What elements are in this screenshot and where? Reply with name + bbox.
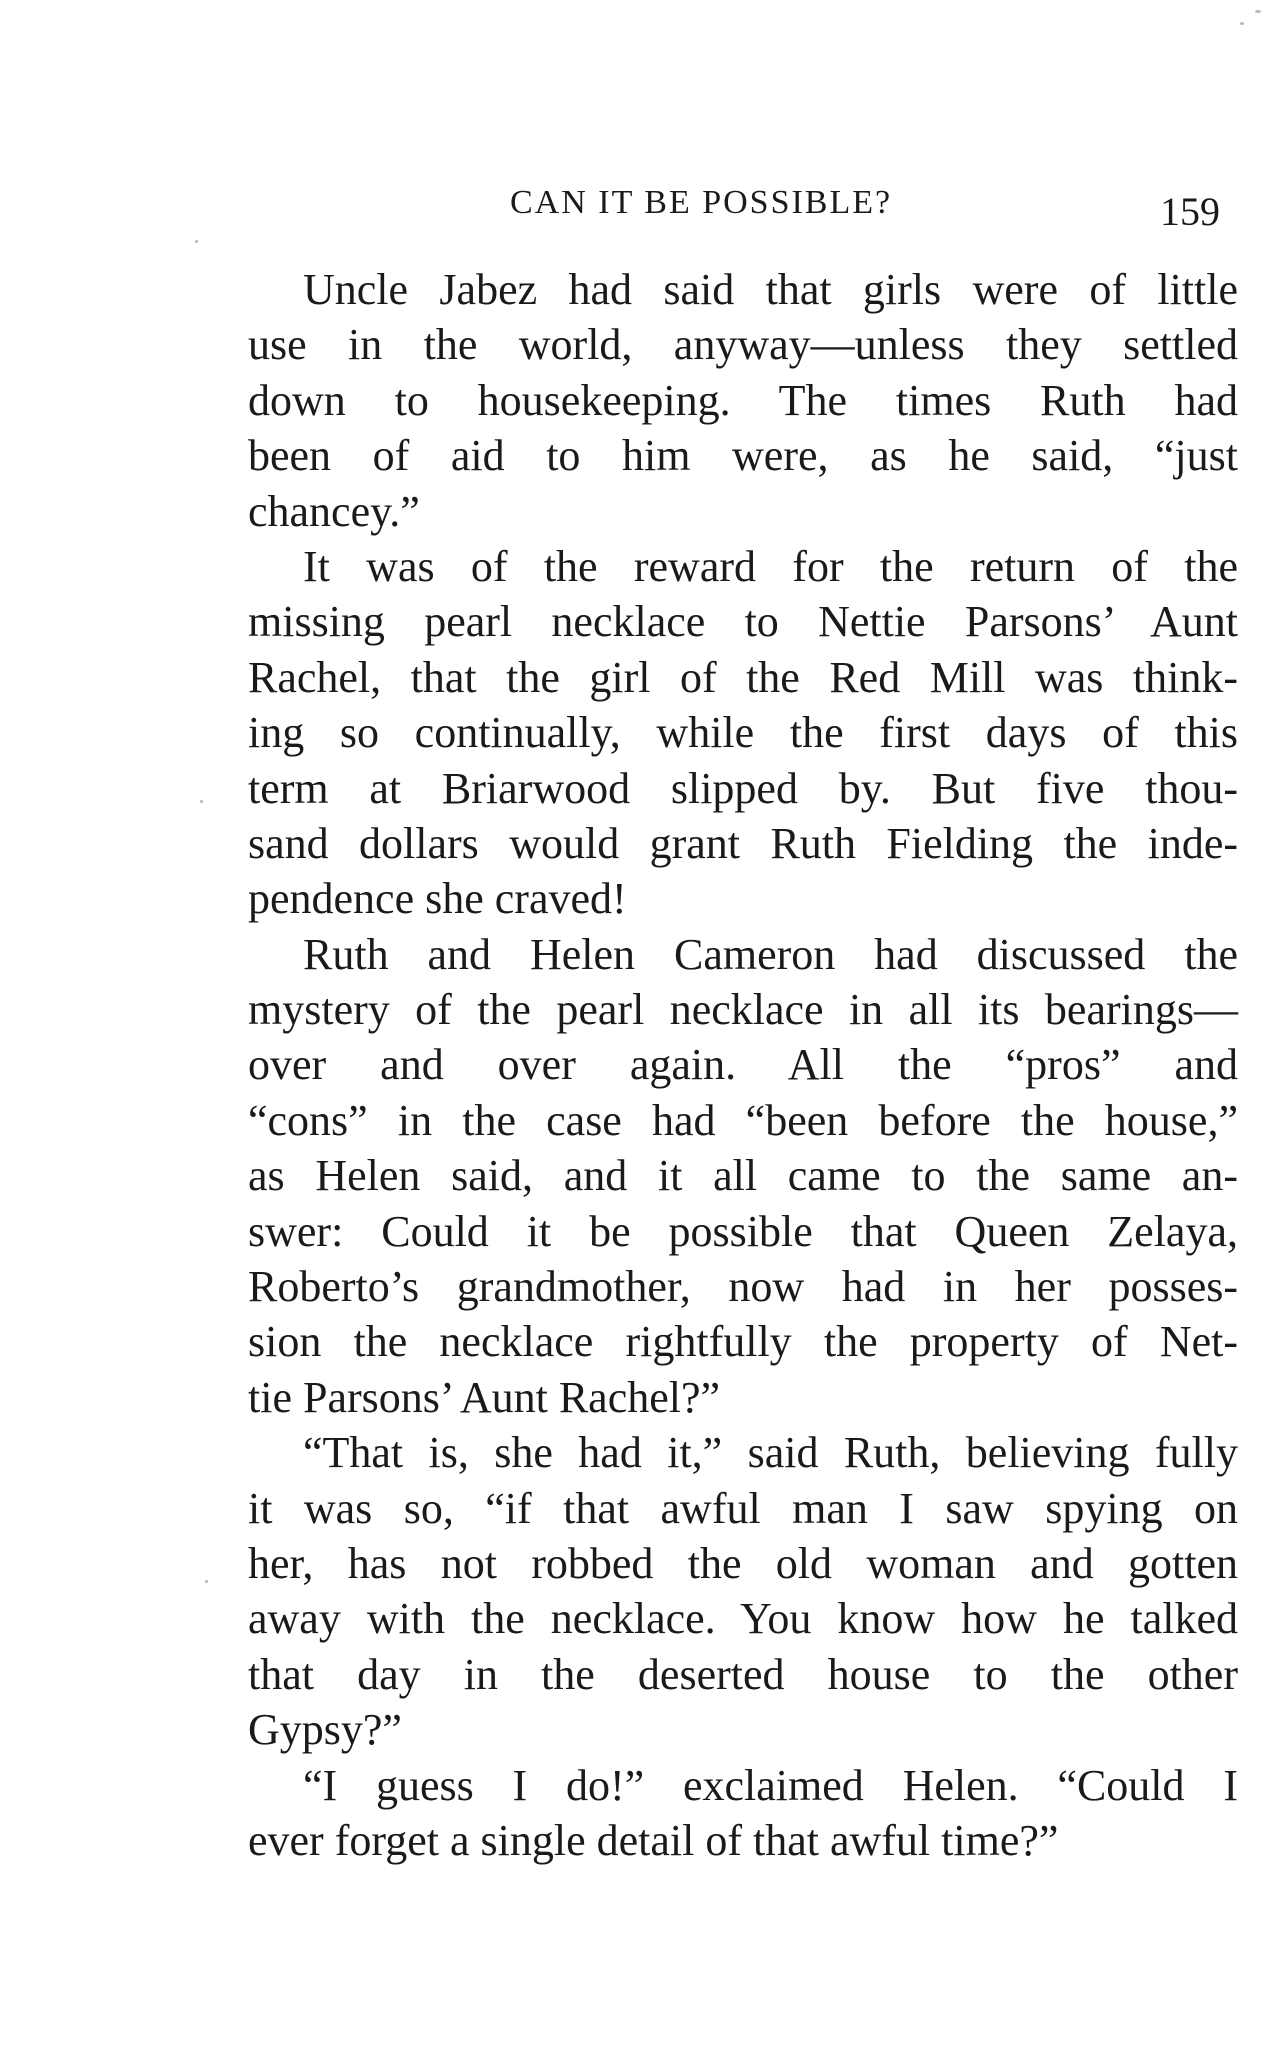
- text-line: her, has not robbed the old woman and gotten: [248, 1538, 1238, 1588]
- text-line: ing so continually, while the first days of this: [248, 708, 1238, 758]
- text-line: swer: Could it be possible that Queen Zelaya,: [248, 1206, 1238, 1256]
- text-line: Uncle Jabez had said that girls were of little: [303, 265, 1238, 314]
- text-line: been of aid to him were, as he said, “just: [248, 431, 1238, 481]
- text-line: “That is, she had it,” said Ruth, believing fully: [303, 1428, 1238, 1478]
- text-line: sion the necklace rightfully the property of Net-: [248, 1317, 1238, 1367]
- paper-speck: [1240, 22, 1244, 25]
- paper-speck: [205, 1580, 208, 1583]
- text-line: “I guess I do!” exclaimed Helen. “Could I: [303, 1760, 1238, 1810]
- text-line: mystery of the pearl necklace in all its bearings—: [248, 985, 1238, 1035]
- text-line: tie Parsons’ Aunt Rachel?”: [248, 1372, 721, 1422]
- body-text: [248, 262, 1238, 1868]
- text-line: Roberto’s grandmother, now had in her posses-: [248, 1262, 1238, 1312]
- page-number: 159: [1160, 189, 1220, 234]
- text-line: Rachel, that the girl of the Red Mill was think-: [248, 652, 1238, 702]
- text-line: Ruth and Helen Cameron had discussed the: [303, 929, 1238, 979]
- text-line: chancey.”: [248, 486, 420, 536]
- text-line: It was of the reward for the return of the: [303, 541, 1238, 591]
- text-line: away with the necklace. You know how he talked: [248, 1594, 1238, 1644]
- text-line: as Helen said, and it all came to the same an-: [248, 1151, 1238, 1201]
- text-line: Gypsy?”: [248, 1705, 402, 1755]
- text-line: term at Briarwood slipped by. But five thou-: [248, 763, 1238, 813]
- text-line: that day in the deserted house to the other: [248, 1649, 1238, 1699]
- text-line: “cons” in the case had “been before the house,”: [248, 1095, 1238, 1145]
- paper-speck: [1255, 10, 1261, 13]
- text-line: it was so, “if that awful man I saw spying on: [248, 1483, 1238, 1533]
- text-line: pendence she craved!: [248, 874, 627, 924]
- text-line: ever forget a single detail of that awful time?”: [248, 1815, 1059, 1865]
- running-title: CAN IT BE POSSIBLE?: [510, 184, 893, 221]
- paper-speck: [195, 240, 198, 243]
- text-line: over and over again. All the “pros” and: [248, 1040, 1238, 1090]
- text-line: sand dollars would grant Ruth Fielding the inde-: [248, 818, 1238, 868]
- text-line: use in the world, anyway—unless they settled: [248, 320, 1238, 370]
- text-line: down to housekeeping. The times Ruth had: [248, 375, 1238, 425]
- paper-speck: [200, 800, 203, 803]
- text-line: missing pearl necklace to Nettie Parsons’ Aunt: [248, 597, 1238, 647]
